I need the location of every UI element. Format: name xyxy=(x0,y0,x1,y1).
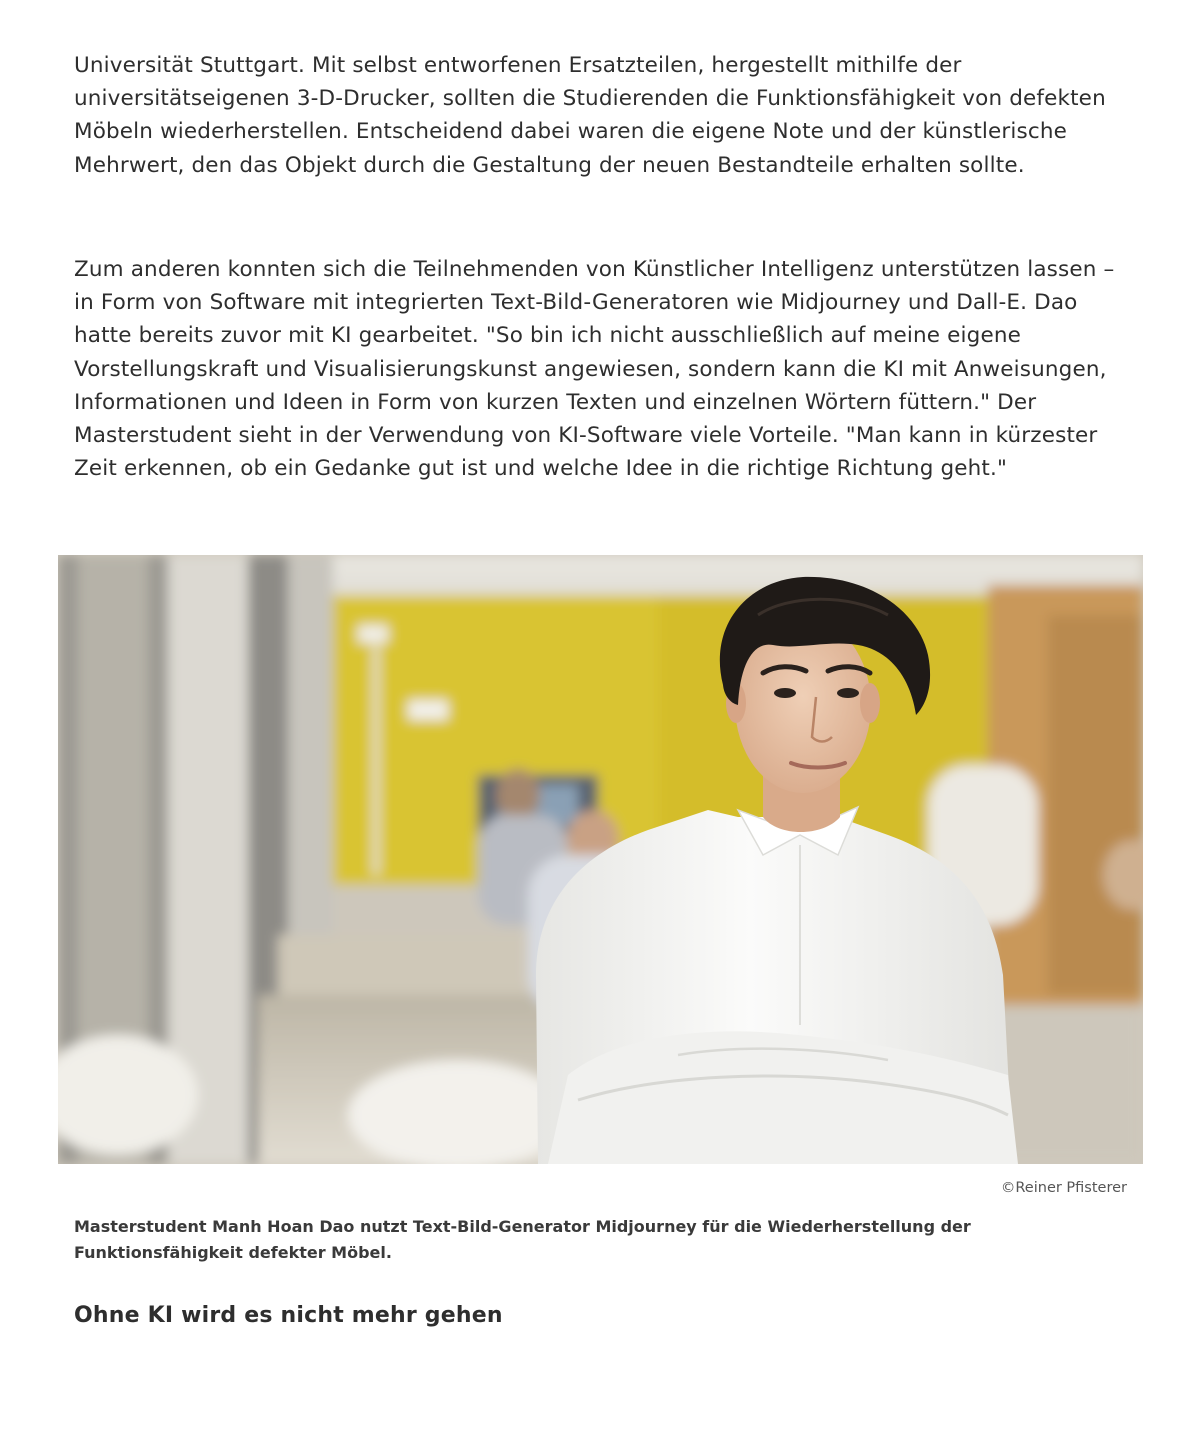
article-paragraph-1: Universität Stuttgart. Mit selbst entworfenen Ersatzteilen, hergestellt mithilfe der universitätseigenen 3-D-Drucker, sollten die Studierenden die Funktionsfähigkeit von defekten Möbeln wiederherstellen. Entscheidend dabei waren die eigene Note und der künstlerische Mehrwert, den das Objekt durch die Gestaltung der neuen Bestandteile erhalten sollte. xyxy=(74,53,1106,178)
photo-credit: ©Reiner Pfisterer xyxy=(1000,1180,1127,1196)
article-photo xyxy=(58,555,1143,1164)
article-paragraph-2: Zum anderen konnten sich die Teilnehmenden von Künstlicher Intelligenz unterstützen lassen – in Form von Software mit integrierten Text-Bild-Generatoren wie Midjourney und Dall-E. Dao hatte bereits zuvor mit KI gearbeitet. "So bin ich nicht ausschließlich auf meine eigene Vorstellungskraft und Visualisierungskunst angewiesen, sondern kann die KI mit Anweisungen, Informationen und Ideen in Form von kurzen Texten und einzelnen Wörtern füttern." Der Masterstudent sieht in der Verwendung von KI-Software viele Vorteile. "Man kann in kürzester Zeit erkennen, ob ein Gedanke gut ist und welche Idee in die richtige Richtung geht." xyxy=(74,257,1115,482)
photo-caption: Masterstudent Manh Hoan Dao nutzt Text-Bild-Generator Midjourney für die Wiederherstellung der Funktionsfähigkeit defekter Möbel. xyxy=(74,1217,971,1262)
section-subheading: Ohne KI wird es nicht mehr gehen xyxy=(74,1303,503,1328)
